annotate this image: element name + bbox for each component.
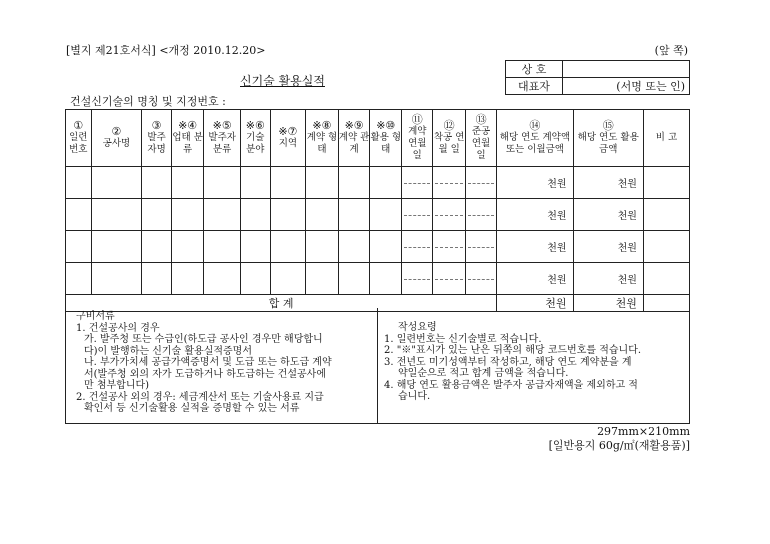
doc-line: 가. 발주청 또는 수급인(하도급 공사인 경우만 해당합니 — [84, 334, 323, 345]
company-name-label: 상 호 — [506, 61, 563, 78]
col-header-completion-date: ⑬ 준공 연월 일 — [465, 110, 496, 167]
cell-client-name[interactable] — [142, 263, 171, 295]
cell-start-date[interactable] — [433, 199, 465, 231]
page-side-label: (앞 쪽) — [654, 44, 688, 57]
cell-usage-form[interactable] — [370, 167, 402, 199]
required-documents-title: 구비서류 — [76, 311, 115, 322]
cell-contract-date[interactable] — [402, 167, 433, 199]
cell-contract-relation[interactable] — [338, 263, 370, 295]
table-row — [66, 231, 690, 263]
cell-client-name[interactable] — [142, 167, 171, 199]
total-label: 합 계 — [66, 295, 497, 312]
instruction-line: 습니다. — [398, 391, 431, 402]
col-header-contract-amount: ⑭ 해당 연도 계약액 또는 이월금액 — [497, 110, 573, 167]
cell-contract-form[interactable] — [306, 263, 339, 295]
doc-line: 확인서 등 신기술활용 실적을 증명할 수 있는 서류 — [84, 403, 300, 414]
cell-tech-field[interactable] — [240, 231, 270, 263]
cell-client-name[interactable] — [142, 199, 171, 231]
cell-contract-relation[interactable] — [338, 167, 370, 199]
cell-usage-form[interactable] — [370, 199, 402, 231]
cell-project-name[interactable] — [91, 231, 142, 263]
col-header-start-date: ⑫ 착공 연월 일 — [433, 110, 465, 167]
cell-remarks[interactable] — [643, 263, 689, 295]
col-header-business-type: ※④ 업태 분류 — [171, 110, 204, 167]
representative-signature-field[interactable]: (서명 또는 인) — [563, 78, 690, 95]
col-header-client-name: ③ 발주 자명 — [142, 110, 171, 167]
paper-type-label: [일반용지 60g/㎡(재활용품)] — [548, 439, 690, 452]
cell-completion-date[interactable] — [465, 263, 496, 295]
total-usage-amount[interactable]: 천원 — [573, 295, 643, 312]
notes-section — [65, 308, 690, 424]
instruction-line: 약일순으로 적고 합계 금액을 적습니다. — [398, 368, 569, 379]
cell-contract-amount[interactable]: 천원 — [497, 231, 573, 263]
cell-contract-form[interactable] — [306, 167, 339, 199]
cell-contract-date[interactable] — [402, 199, 433, 231]
col-header-client-type: ※⑤ 발주자 분류 — [204, 110, 241, 167]
cell-remarks[interactable] — [643, 167, 689, 199]
col-header-contract-date: ⑪ 계약 연월 일 — [402, 110, 433, 167]
cell-start-date[interactable] — [433, 263, 465, 295]
table-row — [66, 263, 690, 295]
document-title: 신기술 활용실적 — [240, 74, 325, 88]
col-header-contract-form: ※⑧ 계약 형태 — [306, 110, 339, 167]
cell-remarks[interactable] — [643, 199, 689, 231]
cell-usage-amount[interactable]: 천원 — [573, 231, 643, 263]
col-header-tech-field: ※⑥ 기술 분야 — [240, 110, 270, 167]
writing-instructions — [384, 322, 689, 403]
cell-tech-field[interactable] — [240, 263, 270, 295]
doc-line: 다)이 발행하는 신기술 활용실적증명서 — [84, 345, 252, 357]
cell-contract-relation[interactable] — [338, 231, 370, 263]
form-number: [별지 제21호서식] <개정 2010.12.20> — [66, 44, 266, 57]
cell-business-type[interactable] — [171, 199, 204, 231]
cell-contract-relation[interactable] — [338, 199, 370, 231]
doc-line: 나. 부가가치세 공급가액증명서 및 도급 또는 하도급 계약 — [84, 357, 332, 368]
instruction-line: 1. 일련번호는 신기술별로 적습니다. — [384, 333, 542, 345]
cell-contract-form[interactable] — [306, 199, 339, 231]
cell-start-date[interactable] — [433, 167, 465, 199]
representative-label: 대표자 — [506, 78, 563, 95]
instructions-title: 작성요령 — [398, 322, 437, 333]
col-header-region: ※⑦ 지역 — [270, 110, 306, 167]
cell-start-date[interactable] — [433, 231, 465, 263]
cell-region[interactable] — [270, 167, 306, 199]
cell-serial[interactable] — [66, 231, 92, 263]
cell-contract-date[interactable] — [402, 263, 433, 295]
cell-client-type[interactable] — [204, 263, 241, 295]
cell-client-type[interactable] — [204, 167, 241, 199]
cell-client-name[interactable] — [142, 231, 171, 263]
cell-usage-amount[interactable]: 천원 — [573, 199, 643, 231]
cell-business-type[interactable] — [171, 263, 204, 295]
instruction-line: 2. "※"표시가 있는 난은 뒤쪽의 해당 코드번호를 적습니다. — [384, 345, 642, 356]
cell-completion-date[interactable] — [465, 199, 496, 231]
cell-tech-field[interactable] — [240, 167, 270, 199]
col-header-serial: ① 일련 번호 — [66, 110, 92, 167]
col-header-project-name: ② 공사명 — [91, 110, 142, 167]
instruction-line: 4. 해당 연도 활용금액은 발주자 공급자재액을 제외하고 적 — [384, 379, 638, 391]
cell-usage-form[interactable] — [370, 263, 402, 295]
cell-business-type[interactable] — [171, 167, 204, 199]
cell-business-type[interactable] — [171, 231, 204, 263]
table-header-row — [66, 110, 690, 167]
cell-project-name[interactable] — [91, 199, 142, 231]
doc-line: 2. 건설공사 외의 경우: 세금계산서 또는 기술사용료 지급 — [76, 391, 324, 403]
cell-serial[interactable] — [66, 263, 92, 295]
cell-region[interactable] — [270, 231, 306, 263]
cell-contract-date[interactable] — [402, 231, 433, 263]
instruction-line: 3. 전년도 미기성액부터 작성하고, 해당 연도 계약분을 계 — [384, 356, 632, 368]
cell-client-type[interactable] — [204, 199, 241, 231]
cell-usage-form[interactable] — [370, 231, 402, 263]
cell-serial[interactable] — [66, 199, 92, 231]
cell-project-name[interactable] — [91, 263, 142, 295]
table-row — [66, 167, 690, 199]
col-header-usage-form: ※⑩ 활용 형태 — [370, 110, 402, 167]
company-info-table — [505, 60, 690, 95]
cell-region[interactable] — [270, 263, 306, 295]
col-header-usage-amount: ⑮ 해당 연도 활용금액 — [573, 110, 643, 167]
cell-tech-field[interactable] — [240, 199, 270, 231]
doc-line: 만 첨부합니다) — [84, 380, 150, 391]
doc-line: 서(발주청 외의 자가 도급하거나 하도급하는 건설공사에 — [84, 368, 326, 380]
col-header-contract-relation: ※⑨ 계약 관계 — [338, 110, 370, 167]
technology-name-label: 건설신기술의 명칭 및 지정번호 : — [70, 95, 226, 108]
cell-usage-amount[interactable]: 천원 — [573, 167, 643, 199]
cell-contract-amount[interactable]: 천원 — [497, 199, 573, 231]
doc-line: 1. 건설공사의 경우 — [76, 322, 160, 334]
col-header-remarks: 비 고 — [643, 110, 689, 167]
cell-completion-date[interactable] — [465, 167, 496, 199]
usage-record-table — [65, 109, 690, 312]
table-row — [66, 199, 690, 231]
cell-completion-date[interactable] — [465, 231, 496, 263]
total-contract-amount[interactable]: 천원 — [497, 295, 573, 312]
cell-region[interactable] — [270, 199, 306, 231]
cell-contract-amount[interactable]: 천원 — [497, 167, 573, 199]
paper-size-label: 297mm×210mm — [597, 425, 690, 438]
required-documents — [66, 308, 378, 424]
cell-client-type[interactable] — [204, 231, 241, 263]
cell-project-name[interactable] — [91, 167, 142, 199]
cell-serial[interactable] — [66, 167, 92, 199]
cell-contract-amount[interactable]: 천원 — [497, 263, 573, 295]
cell-usage-amount[interactable]: 천원 — [573, 263, 643, 295]
cell-contract-form[interactable] — [306, 231, 339, 263]
company-name-field[interactable] — [563, 61, 690, 78]
cell-remarks[interactable] — [643, 231, 689, 263]
